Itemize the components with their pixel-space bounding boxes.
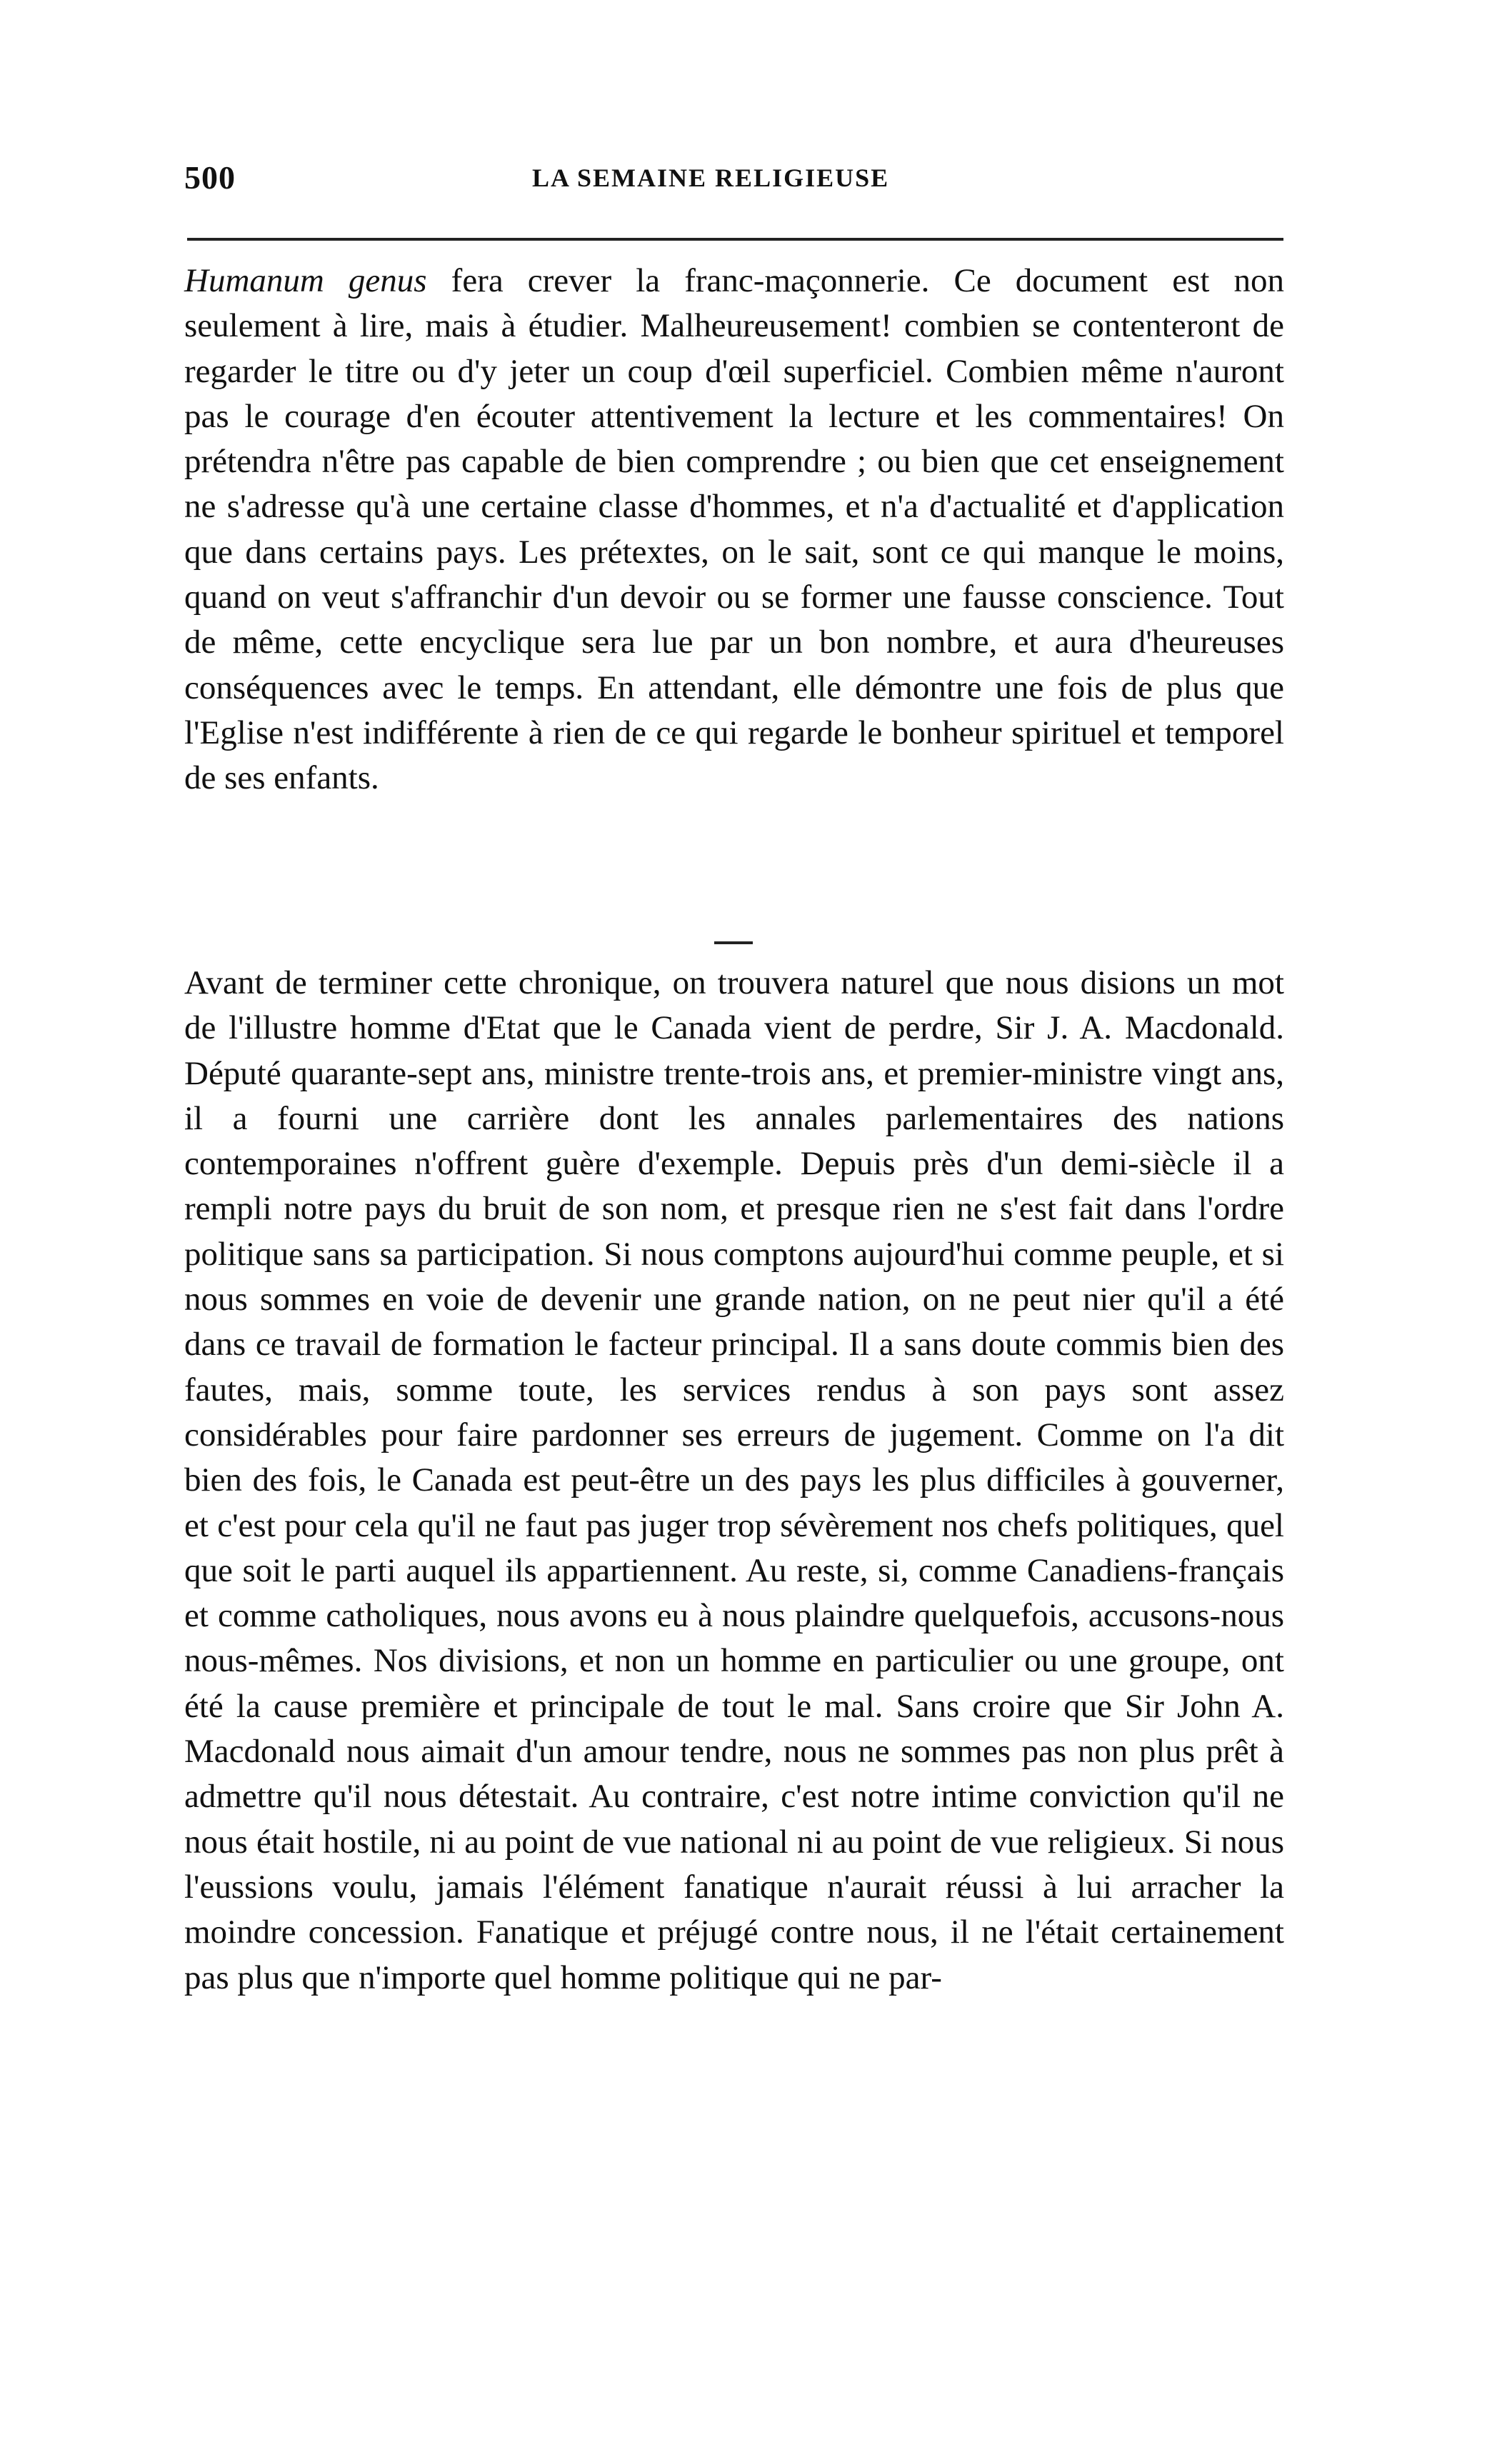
header-rule: [187, 238, 1283, 241]
page-header: [184, 159, 1277, 223]
paragraph-1-italic-lead: Humanum genus: [184, 262, 427, 299]
paragraph-1-text: fera crever la franc-maçonnerie. Ce document est non seulement à lire, mais à étudier. Malheureusement! combien se contenteront de regarder le titre ou d'y jeter un coup d'œil superficiel. Combien même n'auront pas le courage d'en écouter attentivement la lecture et les commentaires! On prétendra n'être pas capable de bien comprendre ; ou bien que cet enseignement ne s'adresse qu'à une certaine classe d'hommes, et n'a d'actualité et d'application que dans certains pays. Les prétextes, on le sait, sont ce qui manque le moins, quand on veut s'affranchir d'un devoir ou se former une fausse conscience. Tout de même, cette encyclique sera lue par un bon nombre, et aura d'heureuses conséquences avec le temps. En attendant, elle démontre une fois de plus que l'Eglise n'est indifférente à rien de ce qui regarde le bonheur spirituel et temporel de ses enfants.: [184, 262, 1284, 797]
running-title: LA SEMAINE RELIGIEUSE: [532, 164, 890, 192]
paragraph-2: Avant de terminer cette chronique, on trouvera naturel que nous disions un mot de l'illustre homme d'Etat que le Canada vient de perdre, Sir J. A. Macdonald. Député quarante-sept ans, ministre trente-trois ans, et premier-ministre vingt ans, il a fourni une carrière dont les annales parlementaires des nations contemporaines n'offrent guère d'exemple. Depuis près d'un demi-siècle il a rempli notre pays du bruit de son nom, et presque rien ne s'est fait dans l'ordre politique sans sa participation. Si nous comptons aujourd'hui comme peuple, et si nous sommes en voie de devenir une grande nation, on ne peut nier qu'il a été dans ce travail de formation le facteur principal. Il a sans doute commis bien des fautes, mais, somme toute, les services rendus à son pays sont assez considérables pour faire pardonner ses erreurs de jugement. Comme on l'a dit bien des fois, le Canada est peut-être un des pays les plus difficiles à gouverner, et c'est pour cela qu'il ne faut pas juger trop sévèrement nos chefs politiques, quel que soit le parti auquel ils appartiennent. Au reste, si, comme Canadiens-français et comme catholiques, nous avons eu à nous plaindre quelquefois, accusons-nous nous-mêmes. Nos divisions, et non un homme en particulier ou une groupe, ont été la cause première et principale de tout le mal. Sans croire que Sir John A. Macdonald nous aimait d'un amour tendre, nous ne sommes pas non plus prêt à admettre qu'il nous détestait. Au contraire, c'est notre intime conviction qu'il ne nous était hostile, ni au point de vue national ni au point de vue religieux. Si nous l'eussions voulu, jamais l'élément fanatique n'aurait réussi à lui arracher la moindre concession. Fanatique et préjugé contre nous, il ne l'était certainement pas plus que n'importe quel homme politique qui ne par-: [184, 964, 1284, 1996]
paragraph-1: [184, 259, 1284, 801]
page-number: 500: [184, 159, 236, 196]
section-divider: [714, 941, 753, 944]
